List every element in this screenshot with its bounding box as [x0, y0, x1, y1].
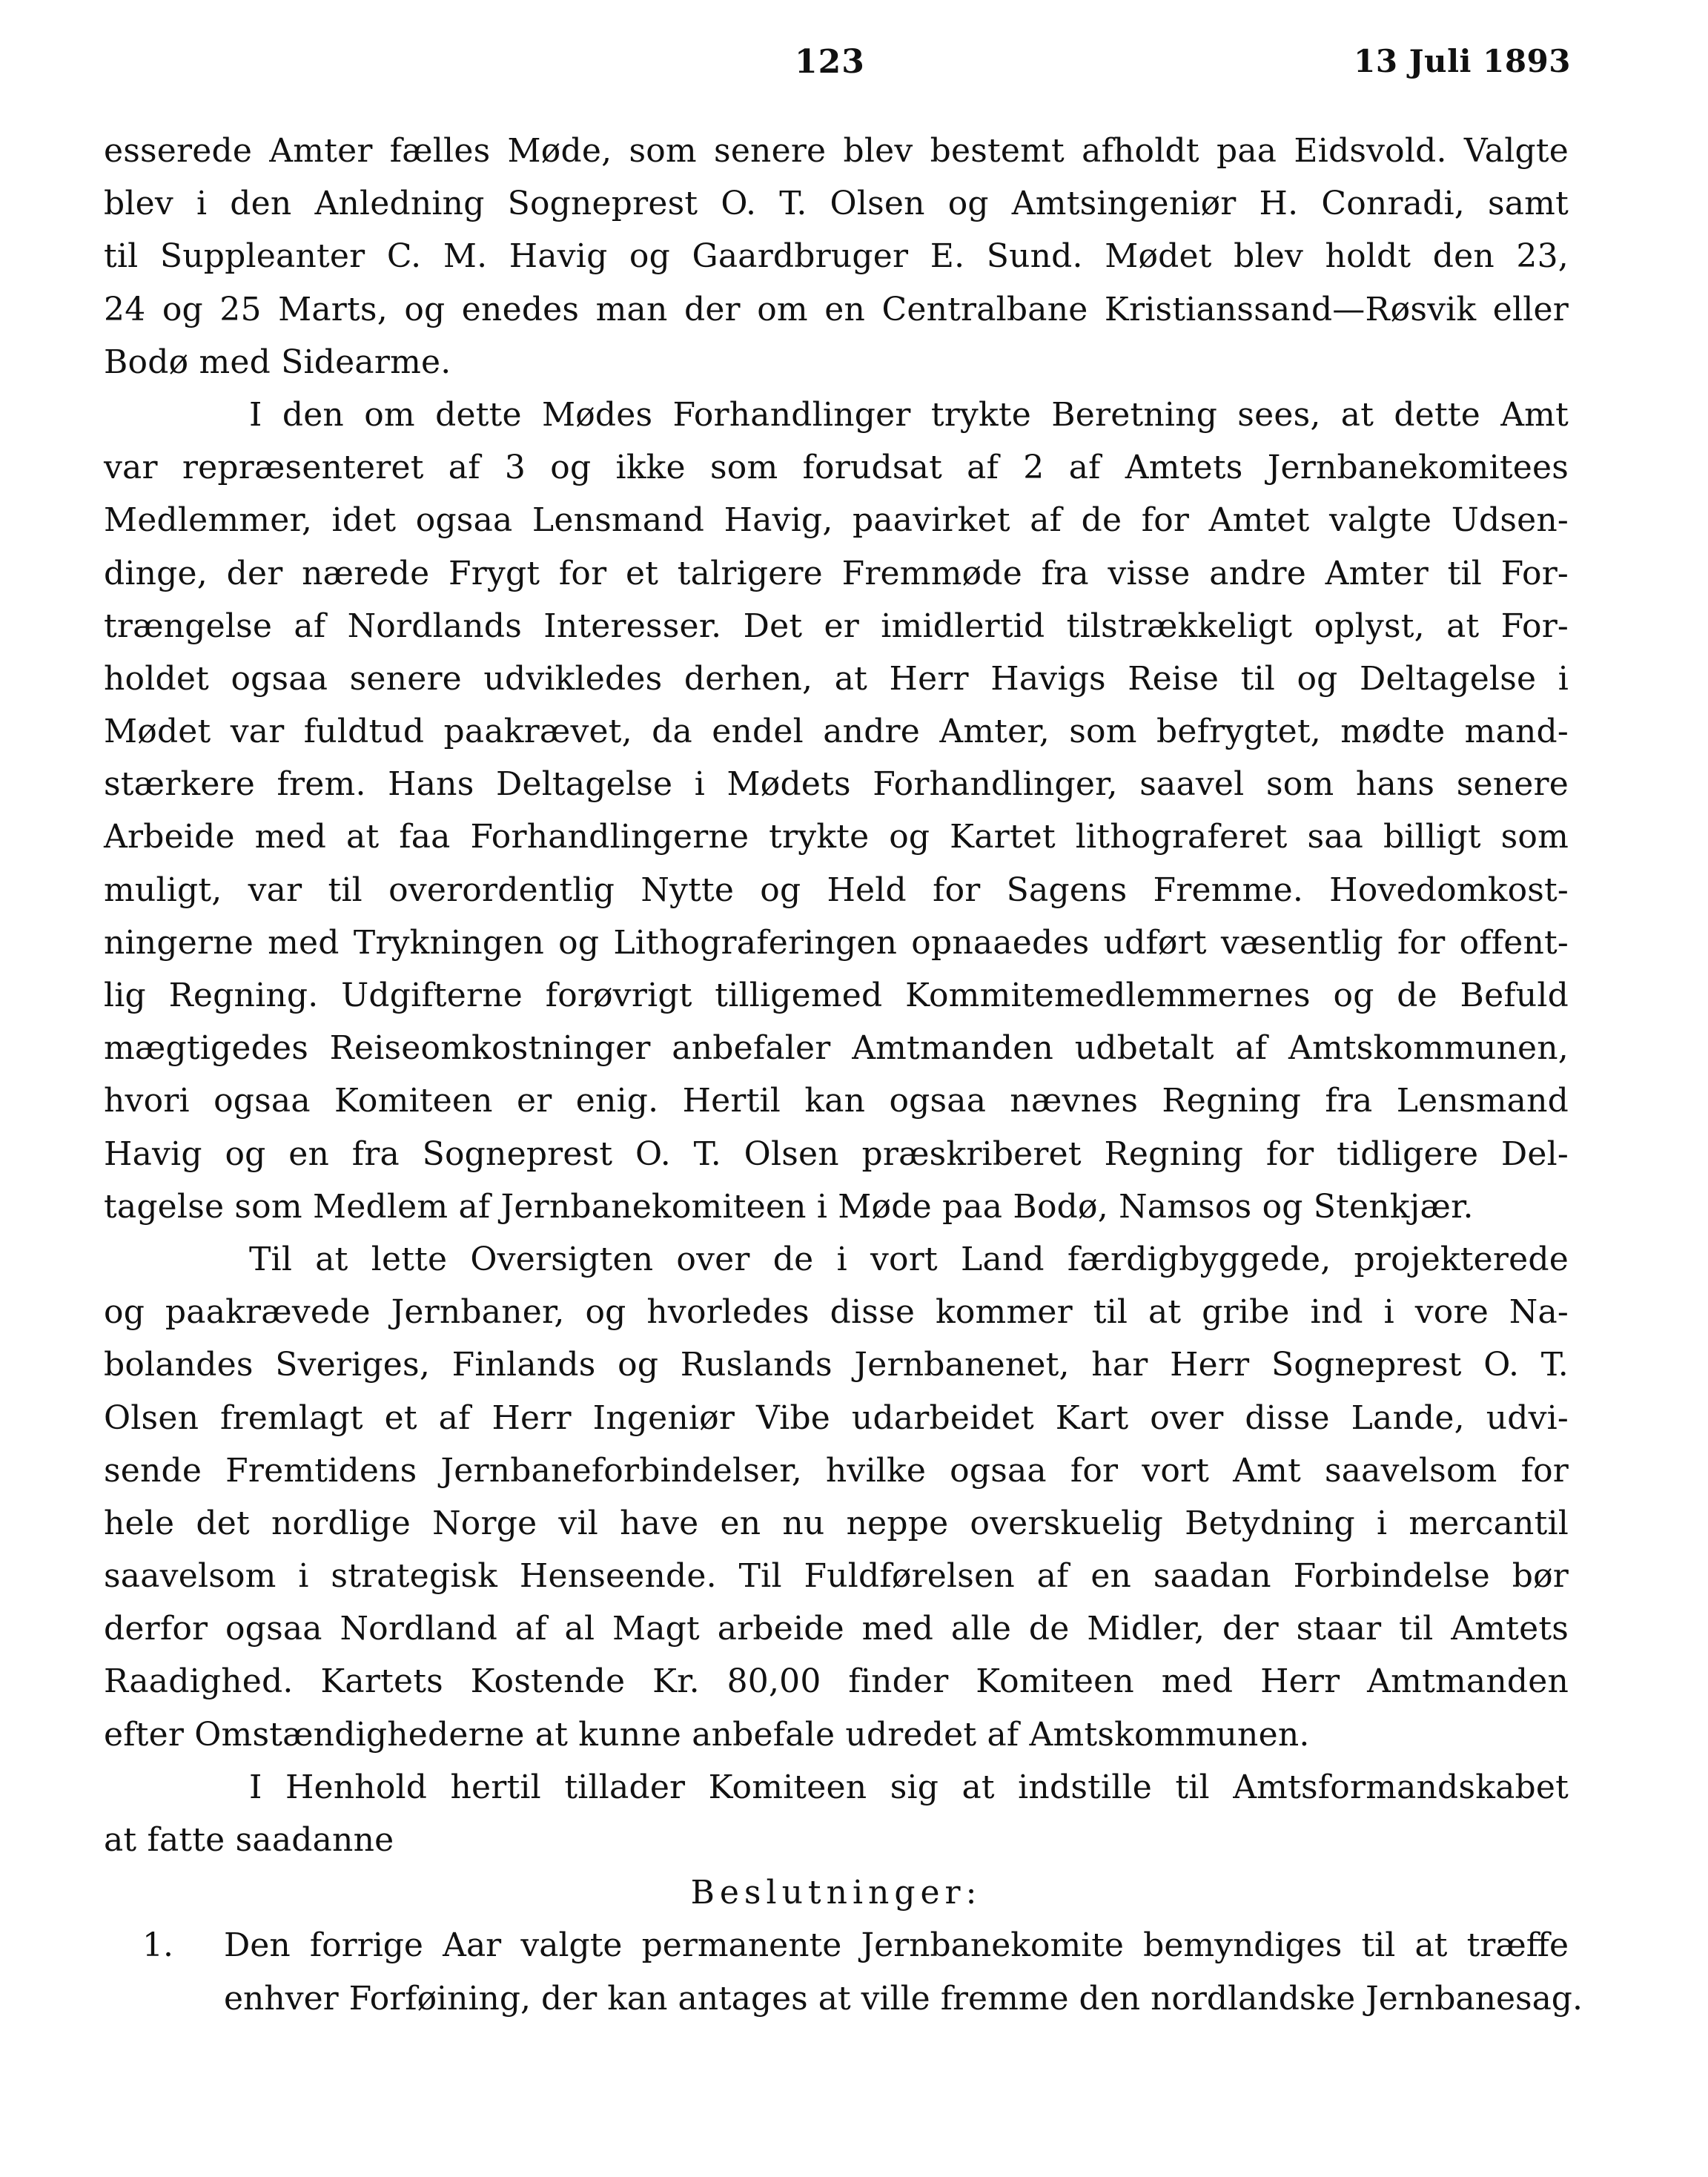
text-line: sende Fremtidens Jernbaneforbindelser, hvilke ogsaa for vort Amt saavelsom for	[104, 1451, 1569, 1490]
text-line: bolandes Sveriges, Finlands og Ruslands Jernbanenet, har Herr Sogneprest O. T.	[104, 1346, 1569, 1384]
list-item-line: enhver Forføining, der kan antages at ville fremme den nordlandske Jernbanesag.	[224, 1979, 1583, 2018]
text-line: Medlemmer, idet ogsaa Lensmand Havig, paavirket af de for Amtet valgte Udsen-	[104, 501, 1569, 540]
text-line: blev i den Anledning Sogneprest O. T. Olsen og Amtsingeniør H. Conradi, samt	[104, 185, 1569, 223]
text-line: tagelse som Medlem af Jernbanekomiteen i Møde paa Bodø, Namsos og Stenkjær.	[104, 1187, 1474, 1226]
text-line: dinge, der nærede Frygt for et talrigere Fremmøde fra visse andre Amter til For-	[104, 554, 1569, 592]
paragraph	[104, 1761, 1569, 1866]
text-line: at fatte saadanne	[104, 1821, 394, 1859]
text-line: derfor ogsaa Nordland af al Magt arbeide med alle de Midler, der staar til Amtets	[104, 1610, 1569, 1648]
text-line: Mødet var fuldtud paakrævet, da endel andre Amter, som befrygtet, mødte mand-	[104, 713, 1569, 751]
text-line: I den om dette Mødes Forhandlinger trykte Beretning sees, at dette Amt	[249, 395, 1569, 434]
text-line: Til at lette Oversigten over de i vort Land færdigbyggede, projekterede	[249, 1240, 1569, 1278]
list-item-line: Den forrige Aar valgte permanente Jernbanekomite bemyndiges til at træffe	[224, 1926, 1569, 1965]
text-line: hvori ogsaa Komiteen er enig. Hertil kan ogsaa nævnes Regning fra Lensmand	[104, 1082, 1569, 1120]
text-line: saavelsom i strategisk Henseende. Til Fuldførelsen af en saadan Forbindelse bør	[104, 1557, 1569, 1596]
text-line: esserede Amter fælles Møde, som senere blev bestemt afholdt paa Eidsvold. Valgte	[104, 132, 1569, 170]
paragraph	[104, 1233, 1569, 1761]
text-line: lig Regning. Udgifterne forøvrigt tilligemed Kommitemedlemmernes og de Befuld	[104, 977, 1569, 1014]
text-line: Havig og en fra Sogneprest O. T. Olsen præskriberet Regning for tidligere Del-	[104, 1134, 1569, 1173]
text-line: 24 og 25 Marts, og enedes man der om en Centralbane Kristianssand—Røsvik eller	[104, 290, 1569, 328]
page-header	[0, 43, 1708, 95]
section-heading: Beslutninger:	[690, 1874, 982, 1912]
text-line: Olsen fremlagt et af Herr Ingeniør Vibe udarbeidet Kart over disse Lande, udvi-	[104, 1398, 1569, 1437]
text-line: stærkere frem. Hans Deltagelse i Mødets Forhandlinger, saavel som hans senere	[104, 765, 1569, 804]
text-line: og paakrævede Jernbaner, og hvorledes disse kommer til at gribe ind i vore Na-	[104, 1293, 1569, 1332]
text-line: ningerne med Trykningen og Lithograferingen opnaaedes udført væsentlig for offent-	[104, 923, 1569, 962]
text-line: Bodø med Sidearme.	[104, 343, 451, 381]
text-line: Raadighed. Kartets Kostende Kr. 80,00 finder Komiteen med Herr Amtmanden	[104, 1662, 1569, 1701]
text-line: Arbeide med at faa Forhandlingerne trykte og Kartet lithograferet saa billigt som	[104, 818, 1569, 856]
page-number: 123	[795, 43, 865, 81]
text-line: holdet ogsaa senere udvikledes derhen, at Herr Havigs Reise til og Deltagelse i	[104, 659, 1569, 698]
list-item-number: 1.	[142, 1926, 173, 1965]
text-line: muligt, var til overordentlig Nytte og Held for Sagens Fremme. Hovedomkost-	[104, 871, 1569, 909]
text-line: var repræsenteret af 3 og ikke som forudsat af 2 af Amtets Jernbanekomitees	[104, 449, 1569, 487]
paragraph	[104, 125, 1569, 389]
text-line: efter Omstændighederne at kunne anbefale udredet af Amtskommunen.	[104, 1715, 1310, 1754]
text-line: mægtigedes Reiseomkostninger anbefaler Amtmanden udbetalt af Amtskommunen,	[104, 1029, 1569, 1068]
list-item	[104, 1919, 1569, 1972]
text-line: hele det nordlige Norge vil have en nu neppe overskuelig Betydning i mercantil	[104, 1504, 1569, 1542]
body-text	[104, 125, 1583, 2025]
text-line: til Suppleanter C. M. Havig og Gaardbruger E. Sund. Mødet blev holdt den 23,	[104, 237, 1569, 276]
list-item-continuation	[104, 1972, 1583, 2025]
header-date: 13 Juli 1893	[1354, 43, 1571, 79]
text-line: I Henhold hertil tillader Komiteen sig at indstille til Amtsformandskabet	[249, 1768, 1569, 1806]
paragraph	[104, 389, 1569, 1233]
text-line: trængelse af Nordlands Interesser. Det er imidlertid tilstrækkeligt oplyst, at For-	[104, 607, 1569, 645]
resolution-list	[104, 1919, 1583, 2024]
